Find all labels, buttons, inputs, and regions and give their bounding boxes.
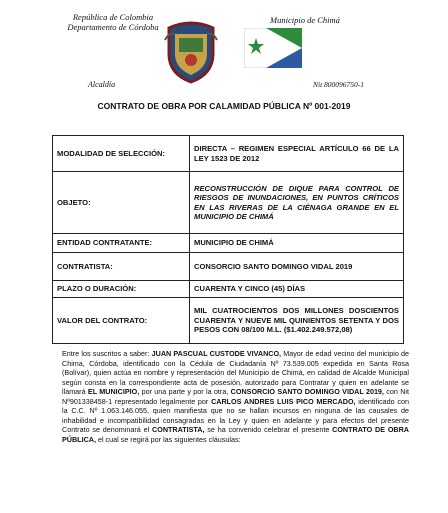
el-municipio-term: EL MUNICIPIO, [87,387,140,397]
el-contratista-term: CONTRATISTA, [152,425,205,435]
plazo-label: PLAZO O DURACIÓN: [53,281,190,298]
preamble-text: Entre los suscritos a saber: [62,349,152,358]
contrato-obra-term: CONTRATO DE OBRA PÚBLICA, [62,425,410,444]
alcaldia-label: Alcaldía [88,80,116,89]
plazo-value: CUARENTA Y CINCO (45) DÍAS [190,281,404,298]
table-row [53,253,404,281]
mayor-name: JUAN PASCUAL CUSTODE VIVANCO, [151,349,282,358]
preamble-text: con Nit Nº901338458-1 representado legalmente por [62,387,409,406]
contract-preamble [62,349,409,444]
letterhead-left [58,12,168,32]
modalidad-value: DIRECTA – REGIMEN ESPECIAL ARTÍCULO 66 DE LA LEY 1523 DE 2012 [190,136,404,172]
table-row [53,136,404,172]
preamble-text: el cual se regirá por las siguientes cláusulas: [95,434,241,444]
republic-label: República de Colombia [72,12,154,22]
contract-title: CONTRATO DE OBRA POR CALAMIDAD PÚBLICA Nº 001-2019 [97,101,351,111]
preamble-text: por una parte y por la otra, [139,387,231,397]
table-row [53,172,404,234]
modalidad-label: MODALIDAD DE SELECCIÓN: [53,136,190,172]
table-row [53,234,404,253]
entidad-value: MUNICIPIO DE CHIMÁ [190,234,404,253]
table-row [53,298,404,344]
entidad-label: ENTIDAD CONTRATANTE: [53,234,190,253]
department-label: Departamento de Córdoba [67,22,159,32]
nit-label: Nit 800096750-1 [313,80,365,89]
valor-value: MIL CUATROCIENTOS DOS MILLONES DOSCIENTOS CUARENTA Y NUEVE MIL QUINIENTOS SETENTA Y DOS PESOS CON 08/100 M.L. ($1.402.249.572,08) [190,298,404,344]
legal-rep-name: CARLOS ANDRES LUIS PICO MERCADO, [211,396,356,406]
objeto-label: OBJETO: [53,172,190,234]
municipality-label: Municipio de Chimá [270,15,340,25]
contratista-value: CONSORCIO SANTO DOMINGO VIDAL 2019 [190,253,404,281]
preamble-text: identificado con la C.C. Nº 1.063.146.055, quien manifiesta que no se hallan incursos en ninguna de las causales de inhabilidad e incompatibilidad consagradas en la Ley y quien en adelante y para efectos del presente Contrato se denominará el [62,396,410,435]
municipal-flag-icon [244,28,302,68]
objeto-value: RECONSTRUCCIÓN DE DIQUE PARA CONTROL DE RIESGOS DE INUNDACIONES, EN PUNTOS CRÍTICOS EN LAS RIVERAS DE LA CIÉNAGA GRANDE EN EL MUNICIPIO DE CHIMÁ [190,172,404,234]
contract-summary-table [52,135,404,344]
table-row [53,281,404,298]
preamble-text: se ha convenido celebrar el presente [204,425,333,435]
consorcio-name: CONSORCIO SANTO DOMINGO VIDAL 2019, [230,387,384,397]
preamble-text: Mayor de edad vecino del municipio de Chima, Córdoba, identificado con la Cédula de Ciudadanía Nº 73.539.005 expedida en Santa Rosa (Bolívar), quien actúa en nombre y representación del Municipio de Chimá, en calidad de Alcalde Municipal según consta en la correspondiente acta de posesión, autorizado para Contratar y quien en adelante se llamará [62,349,410,397]
contratista-label: CONTRATISTA: [53,253,190,281]
valor-label: VALOR DEL CONTRATO: [53,298,190,344]
coat-of-arms-icon [163,20,219,84]
